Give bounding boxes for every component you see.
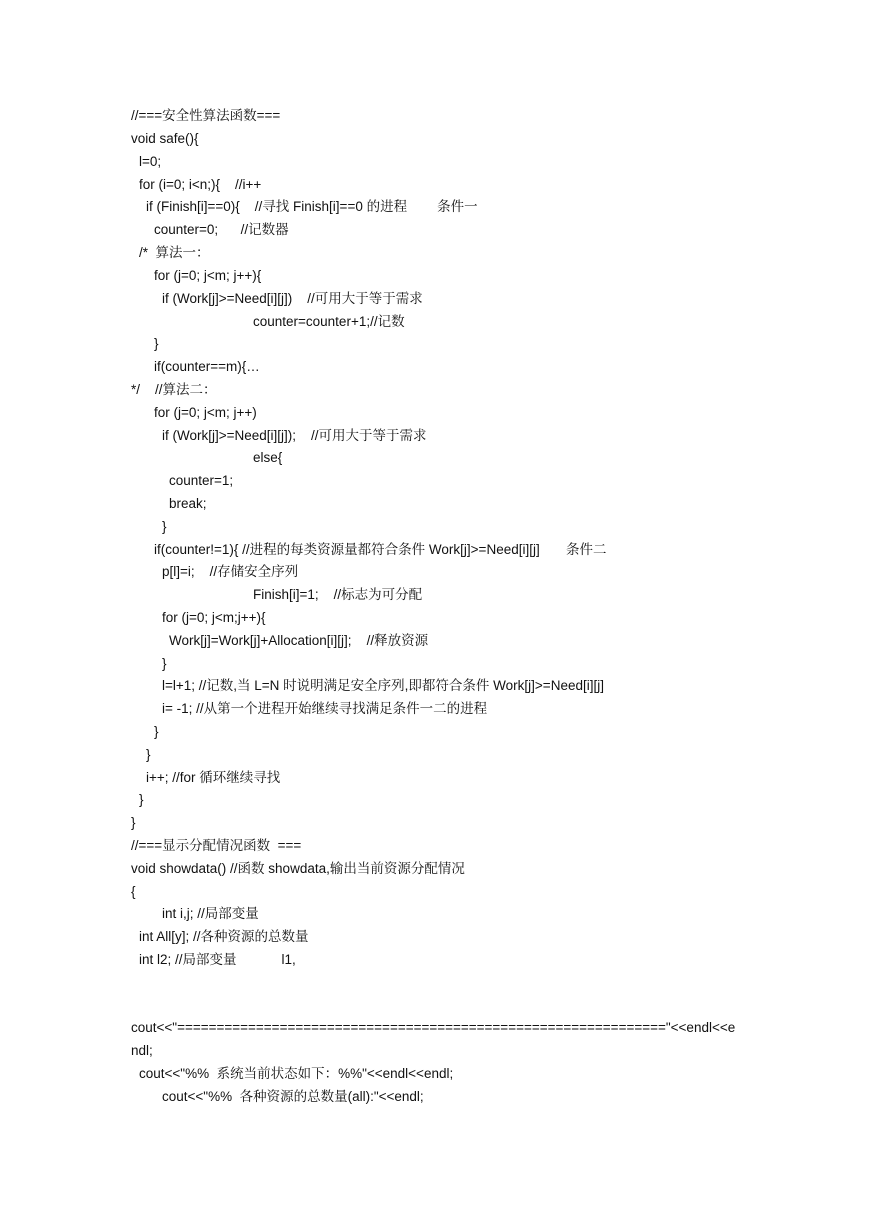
- code-line: if(counter==m){…: [154, 359, 260, 374]
- code-line: Work[j]=Work[j]+Allocation[i][j]; //释放资源: [169, 633, 429, 648]
- code-line: cout<<"%% 系统当前状态如下：%%"<<endl<<endl;: [139, 1066, 454, 1081]
- code-line: void showdata() //函数 showdata,输出当前资源分配情况: [131, 861, 465, 876]
- code-line: i= -1; //从第一个进程开始继续寻找满足条件一二的进程: [162, 701, 488, 716]
- code-line: counter=0; //记数器: [154, 222, 289, 237]
- code-line: //===安全性算法函数===: [131, 108, 281, 123]
- code-line: {: [131, 884, 136, 899]
- code-line: }: [154, 724, 159, 739]
- code-line: int All[y]; //各种资源的总数量: [139, 929, 309, 944]
- code-line: int l2; //局部变量 l1,: [139, 952, 296, 967]
- code-line: void safe(){: [131, 131, 199, 146]
- code-line: l=l+1; //记数,当 L=N 时说明满足安全序列,即都符合条件 Work[j]>=Need[i][j]: [162, 678, 604, 693]
- code-line: */ //算法二：: [131, 382, 217, 397]
- code-line: for (j=0; j<m; j++): [154, 405, 257, 420]
- code-line: i++; //for 循环继续寻找: [146, 770, 281, 785]
- code-line: }: [162, 656, 167, 671]
- code-line: int i,j; //局部变量: [162, 906, 259, 921]
- code-line: }: [131, 815, 136, 830]
- code-line: for (j=0; j<m; j++){: [154, 268, 262, 283]
- code-line: }: [162, 519, 167, 534]
- code-line: if (Finish[i]==0){ //寻找 Finish[i]==0 的进程 条件一: [146, 199, 478, 214]
- code-line: if(counter!=1){ //进程的每类资源量都符合条件 Work[j]>=Need[i][j] 条件二: [154, 542, 607, 557]
- code-line: if (Work[j]>=Need[i][j]); //可用大于等于需求: [162, 428, 427, 443]
- code-line: counter=counter+1;//记数: [253, 314, 405, 329]
- code-line: p[l]=i; //存储安全序列: [162, 564, 299, 579]
- code-line: }: [154, 336, 159, 351]
- code-line: }: [139, 792, 144, 807]
- code-line: Finish[i]=1; //标志为可分配: [253, 587, 423, 602]
- code-line: /* 算法一：: [139, 245, 210, 260]
- code-line: counter=1;: [169, 473, 234, 488]
- code-line: else{: [253, 450, 283, 465]
- code-line: ndl;: [131, 1043, 153, 1058]
- code-line: l=0;: [139, 154, 162, 169]
- code-line: if (Work[j]>=Need[i][j]) //可用大于等于需求: [162, 291, 423, 306]
- code-line: cout<<"%% 各种资源的总数量(all):"<<endl;: [162, 1089, 424, 1104]
- code-line: cout<<"=============================================================="<<endl<<e: [131, 1020, 736, 1035]
- code-line: for (i=0; i<n;){ //i++: [139, 177, 262, 192]
- code-line: }: [146, 747, 151, 762]
- code-line: break;: [169, 496, 207, 511]
- code-line: for (j=0; j<m;j++){: [162, 610, 266, 625]
- code-line: //===显示分配情况函数 ===: [131, 838, 302, 853]
